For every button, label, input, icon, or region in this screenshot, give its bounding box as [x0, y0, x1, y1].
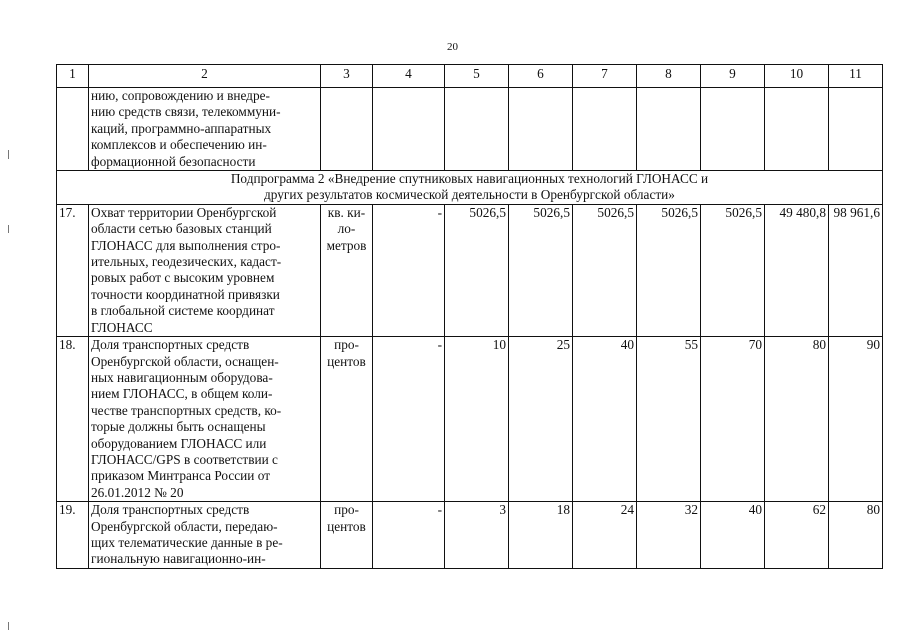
- column-header: 11: [829, 65, 883, 88]
- value-cell: 40: [573, 337, 637, 502]
- value-cell: 80: [829, 502, 883, 569]
- value-cell: [637, 88, 701, 171]
- value-cell: 70: [701, 337, 765, 502]
- continued-row: [57, 88, 883, 171]
- value-cell: -: [373, 502, 445, 569]
- value-cell: [701, 88, 765, 171]
- unit-cell: [321, 88, 373, 171]
- value-cell: 25: [509, 337, 573, 502]
- value-cell: -: [373, 337, 445, 502]
- value-cell: -: [373, 204, 445, 336]
- table-row: [57, 502, 883, 569]
- margin-marker: [8, 225, 9, 233]
- unit-cell: кв. ки- ло- метров: [321, 204, 373, 336]
- value-cell: 32: [637, 502, 701, 569]
- column-header: 3: [321, 65, 373, 88]
- table-row: [57, 337, 883, 502]
- value-cell: [509, 88, 573, 171]
- value-cell: 3: [445, 502, 509, 569]
- unit-cell: про- центов: [321, 337, 373, 502]
- column-header: 5: [445, 65, 509, 88]
- value-cell: 49 480,8: [765, 204, 829, 336]
- column-header: 2: [89, 65, 321, 88]
- table-row: [57, 204, 883, 336]
- value-cell: 40: [701, 502, 765, 569]
- row-number: 18.: [57, 337, 89, 502]
- column-header: 9: [701, 65, 765, 88]
- value-cell: 5026,5: [701, 204, 765, 336]
- value-cell: [829, 88, 883, 171]
- margin-marker: [8, 150, 9, 159]
- value-cell: 5026,5: [445, 204, 509, 336]
- column-header: 7: [573, 65, 637, 88]
- subprogram-title: [57, 171, 883, 205]
- subprogram-title-line: других результатов космической деятельности в Оренбургской области»: [264, 187, 675, 203]
- column-header: 10: [765, 65, 829, 88]
- margin-marker: [8, 622, 9, 630]
- value-cell: [445, 88, 509, 171]
- value-cell: 24: [573, 502, 637, 569]
- column-header: 1: [57, 65, 89, 88]
- value-cell: 90: [829, 337, 883, 502]
- value-cell: 80: [765, 337, 829, 502]
- indicator-text: Доля транспортных средств Оренбургской области, оснащен- ных навигационным оборудова- нием ГЛОНАСС, в общем коли- честве транспортных средств, ко- торые должны быть оснащены оборудованием ГЛОНАСС или ГЛОНАСС/GPS в соответствии с приказом Минтранса России от 26.01.2012 № 20: [89, 337, 321, 502]
- unit-cell: про- центов: [321, 502, 373, 569]
- value-cell: 55: [637, 337, 701, 502]
- value-cell: 5026,5: [509, 204, 573, 336]
- value-cell: [373, 88, 445, 171]
- value-cell: 5026,5: [573, 204, 637, 336]
- column-header: 6: [509, 65, 573, 88]
- indicator-text: Охват территории Оренбургской области сетью базовых станций ГЛОНАСС для выполнения стро- ительных, геодезических, кадаст- ровых работ с высоким уровнем точности координатной привязки в глобальной системе координат ГЛОНАСС: [89, 204, 321, 336]
- row-number: 19.: [57, 502, 89, 569]
- column-header-row: [57, 65, 883, 88]
- page-number: 20: [447, 41, 458, 53]
- indicators-table: [56, 64, 883, 569]
- value-cell: 18: [509, 502, 573, 569]
- value-cell: 10: [445, 337, 509, 502]
- row-number-cell: [57, 88, 89, 171]
- value-cell: [765, 88, 829, 171]
- column-header: 8: [637, 65, 701, 88]
- subprogram-title-line: Подпрограмма 2 «Внедрение спутниковых навигационных технологий ГЛОНАСС и: [230, 171, 709, 187]
- indicator-text: Доля транспортных средств Оренбургской области, передаю- щих телематические данные в ре- гиональную навигационно-ин-: [89, 502, 321, 569]
- value-cell: [573, 88, 637, 171]
- column-header: 4: [373, 65, 445, 88]
- subprogram-row: [57, 171, 883, 205]
- indicator-text: нию, сопровождению и внедре- нию средств связи, телекоммуни- каций, программно-аппаратных комплексов и обеспечению ин- формационной безопасности: [89, 88, 321, 171]
- value-cell: 62: [765, 502, 829, 569]
- value-cell: 98 961,6: [829, 204, 883, 336]
- value-cell: 5026,5: [637, 204, 701, 336]
- row-number: 17.: [57, 204, 89, 336]
